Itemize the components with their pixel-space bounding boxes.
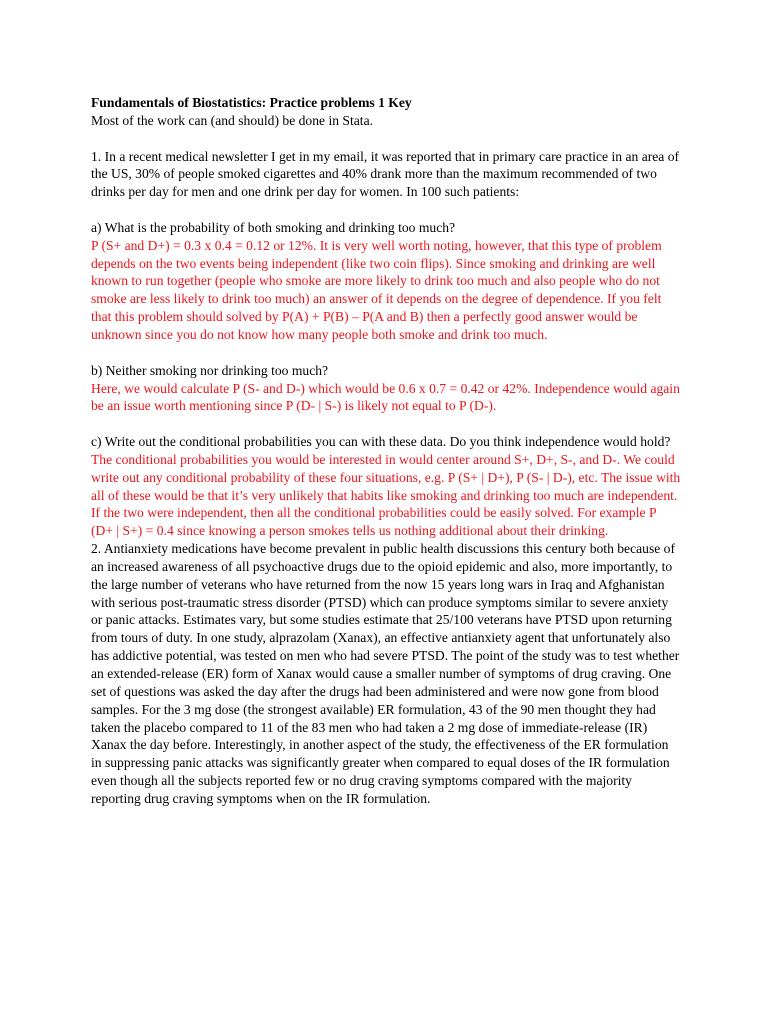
question-1b: b) Neither smoking nor drinking too much? [91, 362, 329, 378]
question-2-prompt: 2. Antianxiety medications have become prevalent in public health discussions this century both because of an increased awareness of all psychoactive drugs due to the opioid epidemic and also, more importantly, to the large number of veterans who have returned from the now 15 years long wars in Iraq and Afghanistan with serious post-traumatic stress disorder (PTSD) which can produce symptoms similar to severe anxiety or panic attacks. Estimates vary, but some studies estimate that 25/100 veterans have PTSD upon returning from tours of duty. In one study, alprazolam (Xanax), an effective antianxiety agent that unfortunately also has addictive potential, was tested on men who had severe PTSD. The point of the study was to test whether an extended-release (ER) form of Xanax would cause a smaller number of symptoms of drug craving. One set of questions was asked the day after the drugs had been administered and were now gone from blood samples. For the 3 mg dose (the strongest available) ER formulation, 43 of the 90 men thought they had taken the placebo compared to 11 of the 83 men who had taken a 2 mg dose of immediate-release (IR) Xanax the day before. Interestingly, in another aspect of the study, the effectiveness of the ER formulation in suppressing panic attacks was significantly greater when compared to equal doses of the IR formulation even though all the subjects reported few or no drug craving symptoms compared with the majority reporting drug craving symptoms when on the IR formulation. [91, 541, 680, 806]
answer-1b: Here, we would calculate P (S- and D-) which would be 0.6 x 0.7 = 0.42 or 42%. Independence would again be an issue worth mentioning since P (D- | S-) is likely not equal to P (D-). [91, 380, 680, 414]
answer-1c: The conditional probabilities you would be interested in would center around S+, D+, S-, and D-. We could write out any conditional probability of these four situations, e.g. P (S+ | D+), P (S- | D-), etc. The issue with all of these would be that it’s very unlikely that habits like smoking and drinking too much are independent. If the two were independent, then all the conditional probabilities could be easily solved. For example P (D+ | S+) = 0.4 since knowing a person smokes tells us nothing additional about their drinking. [91, 451, 681, 539]
document-page [91, 94, 681, 808]
question-1-prompt: 1. In a recent medical newsletter I get in my email, it was reported that in primary care practice in an area of the US, 30% of people smoked cigarettes and 40% drank more than the maximum recommended of two drinks per day for men and one drink per day for women. In 100 such patients: [91, 148, 680, 200]
document-intro: Most of the work can (and should) be done in Stata. [91, 112, 374, 128]
spacer [91, 344, 681, 362]
spacer [91, 130, 681, 148]
question-1c: c) Write out the conditional probabilities you can with these data. Do you think independence would hold? [91, 434, 671, 450]
answer-1a: P (S+ and D+) = 0.3 x 0.4 = 0.12 or 12%. It is very well worth noting, however, that this type of problem depends on the two events being independent (like two coin flips). Since smoking and drinking are well known to run together (people who smoke are more likely to drink too much and also people who do not smoke are less likely to drink too much) an answer of it depends on the degree of dependence. If you felt that this problem should solved by P(A) + P(B) – P(A and B) then a perfectly good answer would be unknown since you do not know how many people both smoke and drink too much. [91, 237, 662, 342]
question-1a: a) What is the probability of both smoking and drinking too much? [91, 219, 456, 235]
spacer [91, 415, 681, 433]
document-title: Fundamentals of Biostatistics: Practice problems 1 Key [91, 95, 412, 110]
spacer [91, 201, 681, 219]
